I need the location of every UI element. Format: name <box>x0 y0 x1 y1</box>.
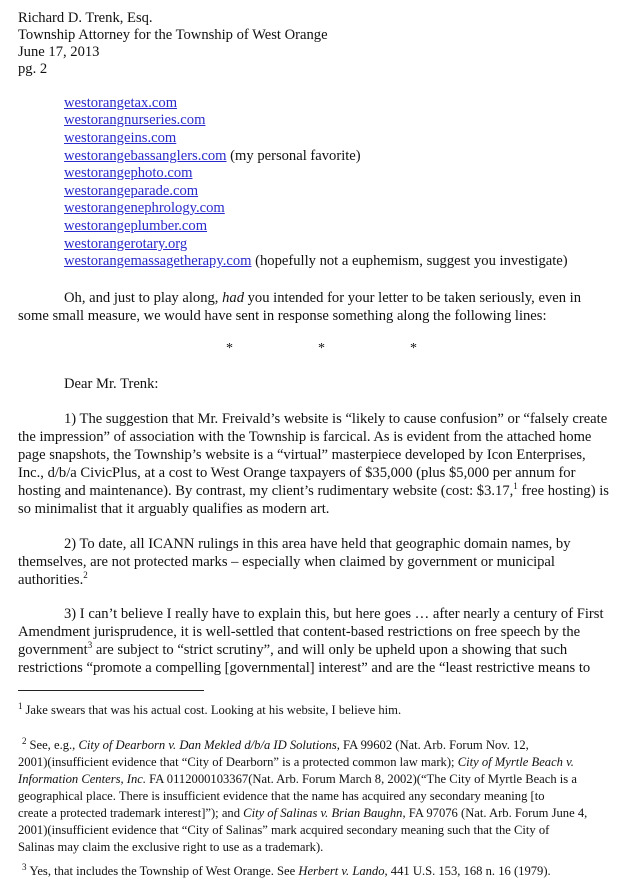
attorney-title: Township Attorney for the Township of West Orange <box>18 27 328 43</box>
page-number: pg. 2 <box>18 61 48 77</box>
footnote-1: $^1$ Jake swears that was his actual cost. Looking at his website, I believe him. <box>18 700 402 717</box>
domain-link[interactable]: westorangebassanglers.com <box>64 148 227 164</box>
paragraph-1-line: so minimalist that it arguably qualifies as modern art. <box>18 501 330 517</box>
paragraph-1-line: Inc., d/b/a CivicPlus, at a cost to West Orange taxpayers of $35,000 (plus $5,000 per annum for <box>18 465 576 481</box>
salutation: Dear Mr. Trenk: <box>64 376 159 392</box>
domain-list-item <box>64 253 568 270</box>
footnote-2-line: geographical place. There is insufficient evidence that the name has acquired any secondary meaning [to <box>18 789 545 803</box>
divider-asterisk: * <box>410 341 417 356</box>
divider-asterisk: * <box>226 341 233 356</box>
domain-list-item <box>64 130 176 147</box>
domain-list-item <box>64 218 207 235</box>
domain-link[interactable]: westorangeplumber.com <box>64 218 208 234</box>
footnote-2-line: Information Centers, Inc. FA 0112000103367(Nat. Arb. Forum March 8, 2002)(“The City of Myrtle Beach is a <box>18 772 577 786</box>
domain-link[interactable]: westorangephoto.com <box>64 165 193 181</box>
paragraph-1-line: hosting and maintenance). By contrast, my client’s rudimentary website (cost: $3.17,$^1$ free hosting) is <box>18 481 609 499</box>
paragraph-1-line: the impression” of association with the Township is farcical. As is evident from the attached home <box>18 429 592 445</box>
domain-list-item <box>64 236 187 253</box>
intro-line: some small measure, we would have sent in response something along the following lines: <box>18 308 547 324</box>
footnote-ref[interactable]: 2 <box>83 570 88 581</box>
letter-date: June 17, 2013 <box>18 44 100 60</box>
domain-link[interactable]: westorangnurseries.com <box>64 112 206 128</box>
footnote-2-line: 2001)(insufficient evidence that “City of Salinas” mark acquired secondary meaning such that the City of <box>18 823 550 837</box>
footnote-2-line: Salinas may claim the exclusive right to use as a trademark). <box>18 840 324 854</box>
footnote-divider <box>18 690 204 691</box>
domain-list-item <box>64 183 198 200</box>
intro-line: Oh, and just to play along, had you intended for your letter to be taken seriously, even in <box>64 290 582 306</box>
domain-list-item <box>64 112 205 129</box>
footnote-2-line: create a protected trademark interest]”); and City of Salinas v. Brian Baughn, FA 97076 (Nat. Arb. Forum June 4, <box>18 806 588 820</box>
attorney-name: Richard D. Trenk, Esq. <box>18 10 153 26</box>
domain-list-item <box>64 95 177 112</box>
domain-list-item <box>64 148 361 165</box>
paragraph-2-line: themselves, are not protected marks – especially when claimed by government or municipal <box>18 554 555 570</box>
domain-link[interactable]: westorangerotary.org <box>64 236 188 252</box>
domain-note: (my personal favorite) <box>226 148 361 164</box>
footnote-ref[interactable]: 1 <box>513 481 518 492</box>
paragraph-3-line: government$^3$ are subject to “strict scrutiny”, and will only be upheld upon a showing that such <box>18 640 568 658</box>
footnote-3: $^3$ Yes, that includes the Township of West Orange. See Herbert v. Lando, 441 U.S. 153, 168 n. 16 (1979). <box>22 861 551 878</box>
footnote-2-line: 2001)(insufficient evidence that “City of Dearborn” is a protected common law mark); City of Myrtle Beach v. <box>18 755 574 769</box>
paragraph-2-line: 2) To date, all ICANN rulings in this area have held that geographic domain names, by <box>64 536 571 552</box>
divider-asterisk: * <box>318 341 325 356</box>
domain-note: (hopefully not a euphemism, suggest you investigate) <box>251 253 568 269</box>
domain-list-item <box>64 200 225 217</box>
domain-link[interactable]: westorangeins.com <box>64 130 177 146</box>
footnote-ref[interactable]: 3 <box>87 640 93 651</box>
paragraph-3-line: 3) I can’t believe I really have to explain this, but here goes … after nearly a century of First <box>64 606 604 622</box>
footnote-2: $^2$ See, e.g., City of Dearborn v. Dan Mekled d/b/a ID Solutions, FA 99602 (Nat. Arb. Forum Nov. 12, <box>22 735 529 752</box>
paragraph-3-line: restrictions “promote a compelling [governmental] interest” and are the “least restrictive means to <box>18 660 591 676</box>
domain-link[interactable]: westorangeparade.com <box>64 183 199 199</box>
paragraph-1-line: page snapshots, the Township’s website is a “virtual” masterpiece developed by Icon Enterprises, <box>18 447 586 463</box>
paragraph-1-line: 1) The suggestion that Mr. Freivald’s website is “likely to cause confusion” or “falsely create <box>64 411 608 427</box>
domain-link[interactable]: westorangenephrology.com <box>64 200 225 216</box>
domain-link[interactable]: westorangetax.com <box>64 95 178 111</box>
paragraph-3-line: Amendment jurisprudence, it is well-settled that content-based restrictions on free speech by the <box>18 624 581 640</box>
paragraph-2-line: authorities.$^2$ <box>18 570 88 588</box>
domain-list-item <box>64 165 192 182</box>
domain-link[interactable]: westorangemassagetherapy.com <box>64 253 252 269</box>
